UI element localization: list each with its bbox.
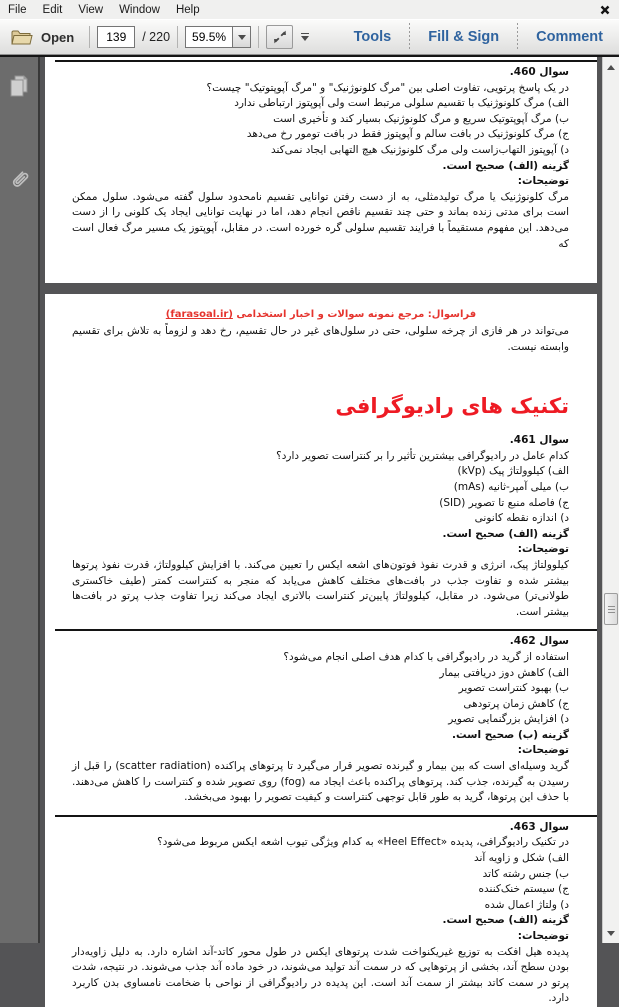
zoom-level-input[interactable]: 59.5% (185, 26, 233, 48)
question-label: سوال 462. (509, 635, 569, 648)
diagonal-arrows-icon (271, 28, 289, 46)
question-option: ج) فاصله منبع تا تصویر (SID) (439, 496, 569, 509)
scroll-down-button[interactable] (603, 925, 619, 941)
bar-icon (301, 33, 309, 35)
toolbar-separator (258, 26, 259, 48)
explanation-text: پدیده هیل افکت به توزیع غیریکنواخت شدت پرتوهای ایکس در طول محور کاتد-آند اشاره دارد. به دلیل زاویه‌دار بودن سطح آند، بخشی از پرتوهایی که در سمت آند تولید می‌شوند، در خود ماده آند جذب می‌شوند. در نتیجه، شدت پرتو در سمت کاتد بیشتر از سمت آند است. این پدیده در رادیوگرافی از نواحی با ضخامت نامساوی بدن کاربرد دارد. (72, 945, 569, 1005)
answer-line: گزینه (الف) صحیح است. (442, 914, 569, 927)
zoom-dropdown-button[interactable] (233, 26, 251, 48)
section-heading: تکنیک های رادیوگرافی (335, 394, 569, 419)
question-option: ب) جنس رشته کاتد (482, 867, 569, 880)
document-viewport[interactable] (40, 57, 602, 1005)
continuation-text: می‌تواند در هر فازی از چرخه سلولی، حتی در سلول‌های غیر در حال تقسیم، رخ دهد و لزوماً به تلاش برای تقسیم وابسته نیست. (72, 325, 569, 353)
question-option: د) اندازه نقطه کانونی (474, 512, 569, 525)
question-divider (55, 629, 597, 631)
attachments-button[interactable] (4, 165, 34, 195)
dotted-separator (409, 23, 410, 51)
grip-line (608, 612, 615, 613)
navigation-sidebar (0, 57, 40, 943)
grip-line (608, 606, 615, 607)
question-text: در یک پاسخ پرتویی، تفاوت اصلی بین "مرگ کلونوژنیک" و "مرگ آپوپتوتیک" چیست؟ (206, 81, 569, 94)
question-option: ج) کاهش زمان پرتودهی (463, 697, 569, 710)
question-text: کدام عامل در رادیوگرافی بیشترین تأثیر را بر کنتراست تصویر دارد؟ (276, 449, 569, 462)
question-label: سوال 461. (509, 434, 569, 447)
explanation-label: توضیحات: (517, 543, 569, 556)
question-text: استفاده از گرید در رادیوگرافی با کدام هدف اصلی انجام می‌شود؟ (283, 650, 569, 663)
scrollbar-thumb[interactable] (604, 593, 618, 625)
site-header (45, 294, 597, 324)
site-header-text: فراسوال: مرجع نمونه سوالات و اخبار استخدامی (232, 309, 477, 320)
menu-help[interactable]: Help (175, 3, 200, 16)
farasoal-link[interactable]: (farasoal.ir) (165, 309, 233, 320)
zoom-control (185, 26, 251, 48)
menu-bar (0, 0, 619, 19)
scroll-up-button[interactable] (603, 59, 619, 75)
question-divider (55, 60, 597, 62)
folder-icon (10, 28, 34, 46)
explanation-label: توضیحات: (517, 930, 569, 942)
chevron-down-icon (301, 36, 309, 41)
comment-panel-button[interactable]: Comment (536, 29, 603, 45)
triangle-up-icon (607, 65, 615, 70)
dotted-separator (517, 23, 518, 51)
question-option: الف) مرگ کلونوژنیک با تقسیم سلولی مرتبط است ولی آپوپتوز ارتباطی ندارد (234, 97, 569, 110)
answer-line: گزینه (الف) صحیح است. (442, 527, 569, 540)
triangle-down-icon (607, 931, 615, 936)
x-icon (600, 5, 610, 15)
paperclip-icon (5, 166, 33, 194)
menu-edit[interactable]: Edit (42, 3, 63, 16)
toolbar-separator (177, 26, 178, 48)
question-option: ب) مرگ آپوپتوتیک سریع و مرگ کلونوژنیک بسیار کند و تأخیری است (273, 112, 569, 125)
grip-line (608, 609, 615, 610)
page-total-label: / 220 (142, 30, 171, 44)
question-option: الف) کیلوولتاژ پیک (kVp) (457, 465, 569, 478)
scrolling-mode-button[interactable] (266, 25, 293, 49)
question-text: در تکنیک رادیوگرافی، پدیده «Heel Effect» به کدام ویژگی تیوب اشعه ایکس مربوط می‌شود؟ (157, 836, 569, 849)
pdf-page (45, 294, 597, 1007)
pages-icon (7, 73, 31, 99)
page-thumbnails-button[interactable] (4, 71, 34, 101)
question-option: د) ولتاژ اعمال شده (484, 898, 569, 911)
open-button-label: Open (41, 29, 75, 45)
question-option: ج) مرگ کلونوژنیک در بافت سالم و آپوپتوز فقط در بافت تومور رخ می‌دهد (246, 128, 569, 141)
chevron-down-icon (238, 35, 246, 40)
main-area (0, 55, 619, 1005)
close-window-button[interactable] (594, 5, 619, 15)
toolbar (0, 19, 619, 55)
pdf-page (45, 57, 597, 283)
question-option: الف) شکل و زاویه آند (473, 852, 569, 865)
question-option: ج) سیستم خنک‌کننده (478, 883, 569, 896)
question-label: سوال 463. (509, 820, 569, 833)
explanation-label: توضیحات: (517, 744, 569, 757)
view-options-dropdown[interactable] (297, 25, 313, 49)
menu-window[interactable]: Window (119, 3, 160, 16)
explanation-text: گرید وسیله‌ای است که بین بیمار و گیرنده تصویر قرار می‌گیرد تا پرتوهای پراکنده (scatter radiation) را قبل از رسیدن به گیرنده، جذب کند. پرتوهای پراکنده باعث ایجاد مه (fog) روی تصویر شده و کنتراست را کاهش می‌دهند. با حذف این پرتوها، گرید به طور قابل توجهی کنتراست و کیفیت تصویر را بهبود می‌بخشد. (72, 760, 569, 804)
explanation-label: توضیحات: (517, 175, 569, 188)
question-option: د) آپوپتوز التهاب‌زاست ولی مرگ کلونوژنیک هیچ التهابی ایجاد نمی‌کند (270, 143, 569, 156)
question-option: ب) میلی آمپر-ثانیه (mAs) (453, 480, 569, 493)
page-gap (45, 283, 597, 294)
open-button[interactable] (0, 25, 82, 49)
question-label: سوال 460. (509, 66, 569, 78)
tools-panel-button[interactable]: Tools (353, 29, 392, 45)
fill-sign-panel-button[interactable]: Fill & Sign (428, 29, 500, 45)
question-divider (55, 815, 597, 817)
question-option: ب) بهبود کنتراست تصویر (458, 682, 569, 695)
panels-group (342, 20, 619, 54)
page-number-input[interactable] (97, 26, 135, 48)
answer-line: گزینه (الف) صحیح است. (442, 159, 569, 172)
explanation-text: کیلوولتاژ پیک، انرژی و قدرت نفوذ فوتون‌های اشعه ایکس را تعیین می‌کند. با افزایش کیلوولتاژ، قدرت نفوذ پرتوها بیشتر شده و تفاوت جذب در بافت‌های مختلف کاهش می‌یابد که منجر به کنتراست کمتر (طیف خاکستری طولانی‌تر) می‌شود. در مقابل، کیلوولتاژ پایین‌تر کنتراست بالاتری ایجاد می‌کند زیرا تفاوت جذب پرتو در بافت‌ها بیشتر است. (72, 558, 569, 618)
question-option: الف) کاهش دوز دریافتی بیمار (439, 666, 569, 679)
toolbar-separator (89, 26, 90, 48)
question-option: د) افزایش بزرگنمایی تصویر (448, 713, 569, 726)
explanation-text: مرگ کلونوژنیک یا مرگ تولیدمثلی، به از دست رفتن توانایی تقسیم نامحدود سلول گفته می‌شود. سلول ممکن است برای مدتی زنده بماند و حتی چند تقسیم ناقص انجام دهد، اما در نهایت توانایی ایجاد یک کلونی را از دست می‌دهد. این مفهوم مستقیماً با فرایند تقسیم سلولی گره خورده است. در مقابل، آپوپتوز یک مسیر مرگ فعال است که (72, 190, 569, 250)
answer-line: گزینه (ب) صحیح است. (452, 728, 569, 741)
menu-file[interactable]: File (8, 3, 27, 16)
menu-view[interactable]: View (78, 3, 104, 16)
vertical-scrollbar[interactable] (602, 57, 619, 943)
